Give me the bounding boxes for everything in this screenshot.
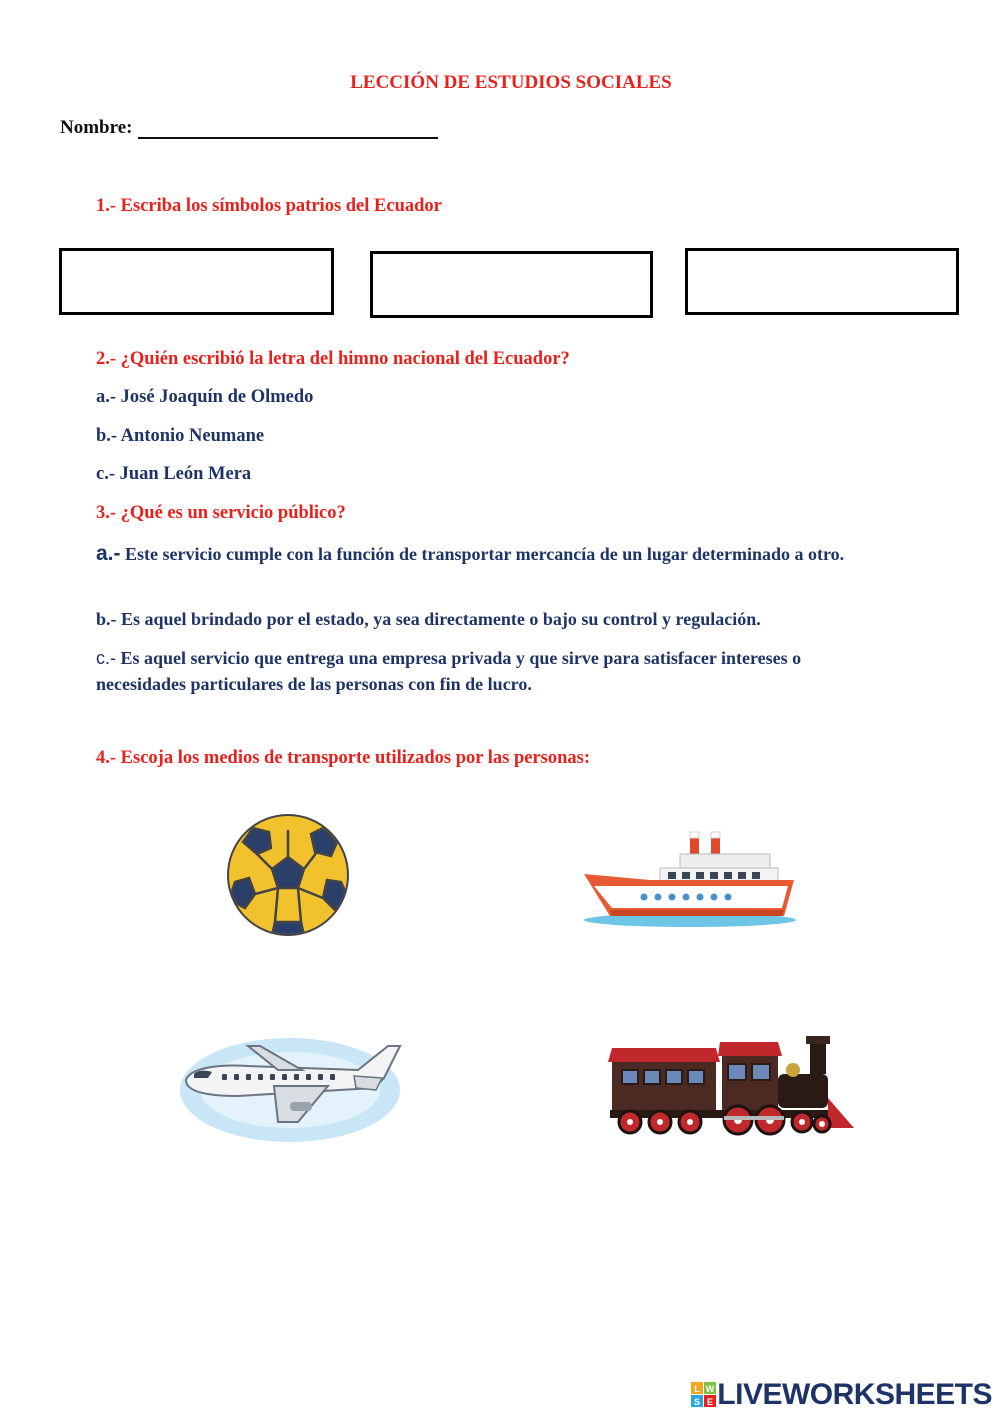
- question-3-option-a[interactable]: [96, 541, 886, 567]
- logo-grid-icon: [691, 1382, 717, 1408]
- question-2-option-a[interactable]: a.- José Joaquín de Olmedo: [96, 387, 314, 407]
- question-2: 2.- ¿Quién escribió la letra del himno nacional del Ecuador?: [96, 349, 570, 369]
- ship-icon[interactable]: [580, 826, 800, 932]
- liveworksheets-logo[interactable]: [691, 1378, 992, 1412]
- question-1: 1.- Escriba los símbolos patrios del Ecuador: [96, 196, 442, 216]
- option-a-letter: a.-: [96, 542, 121, 565]
- question-4: 4.- Escoja los medios de transporte utilizados por las personas:: [96, 748, 591, 768]
- logo-letter-3: S: [694, 1397, 701, 1407]
- logo-letter-2: W: [706, 1384, 715, 1394]
- question-2-option-c[interactable]: c.- Juan León Mera: [96, 464, 252, 484]
- train-icon[interactable]: [604, 1034, 856, 1138]
- airplane-icon[interactable]: [178, 1030, 402, 1148]
- logo-text: LIVEWORKSHEETS: [717, 1378, 992, 1411]
- option-b-text: Es aquel brindado por el estado, ya sea directamente o bajo su control y regulación.: [116, 609, 761, 629]
- answer-box-2[interactable]: [370, 251, 653, 318]
- answer-box-1[interactable]: [59, 248, 334, 315]
- option-a-text: Este servicio cumple con la función de transportar mercancía de un lugar determinado a otro.: [120, 544, 845, 564]
- logo-letter-1: L: [694, 1384, 701, 1394]
- name-field: [60, 117, 438, 139]
- option-c-letter: c.-: [96, 648, 116, 668]
- question-3: 3.- ¿Qué es un servicio público?: [96, 503, 346, 523]
- soccer-ball-icon[interactable]: [225, 812, 351, 938]
- option-c-text: Es aquel servicio que entrega una empresa privada y que sirve para satisfacer intereses o necesidades particulares de las personas con fin de lucro.: [96, 648, 802, 694]
- page-title: LECCIÓN DE ESTUDIOS SOCIALES: [350, 72, 672, 93]
- question-2-option-b[interactable]: b.- Antonio Neumane: [96, 426, 265, 446]
- logo-letter-4: E: [707, 1397, 714, 1407]
- name-input-line[interactable]: [138, 119, 438, 139]
- question-3-option-c[interactable]: [96, 645, 886, 697]
- name-label: Nombre:: [60, 117, 133, 138]
- answer-box-3[interactable]: [685, 248, 959, 315]
- question-3-option-b[interactable]: [96, 606, 886, 632]
- option-b-letter: b.-: [96, 609, 117, 629]
